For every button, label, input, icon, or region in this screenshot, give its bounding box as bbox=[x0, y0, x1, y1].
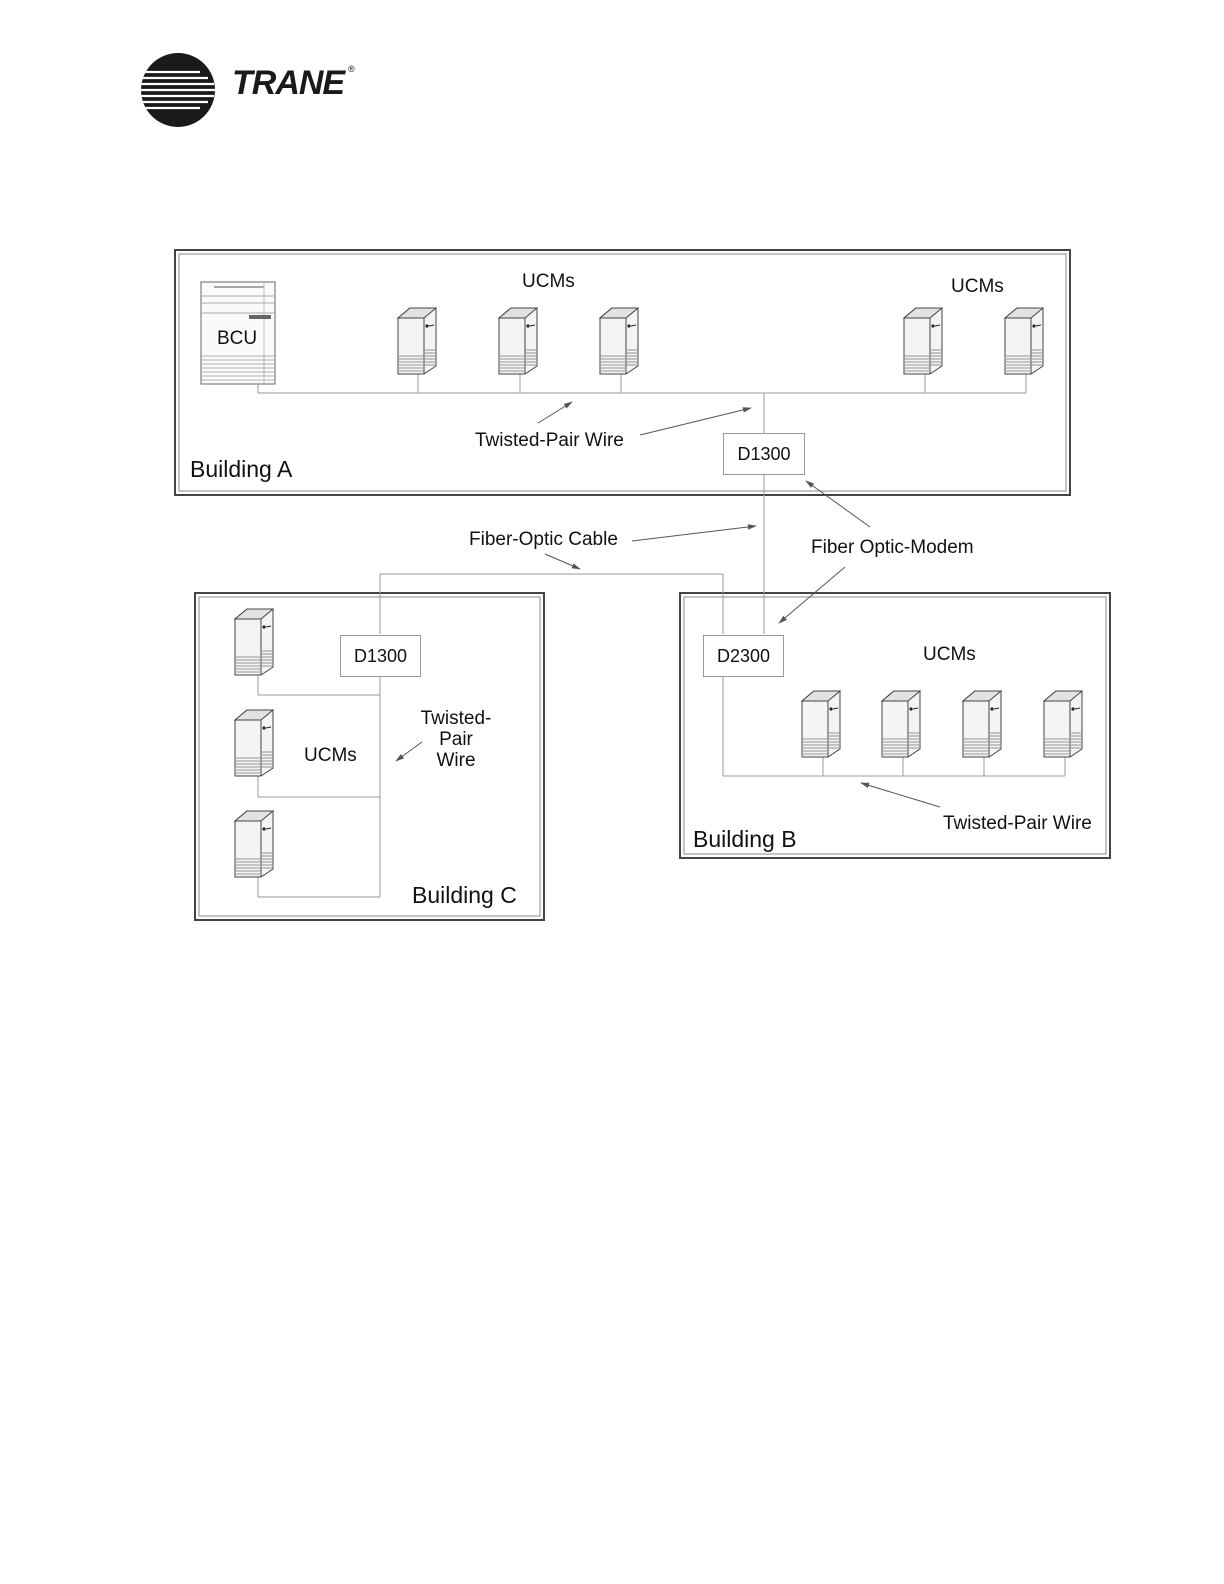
ucm-device bbox=[963, 691, 1001, 757]
ucm-device bbox=[1044, 691, 1082, 757]
fiber-optic-cable-lines bbox=[380, 474, 764, 634]
building-b-label: Building B bbox=[693, 826, 797, 852]
ucms-label: UCMs bbox=[304, 745, 357, 766]
ucm-device bbox=[600, 308, 638, 374]
twisted-pair-line-3: Wire bbox=[436, 750, 476, 771]
ucm-device bbox=[882, 691, 920, 757]
d1300-modem-building-c: D1300 bbox=[340, 635, 421, 677]
ucm-device bbox=[398, 308, 436, 374]
d2300-modem-building-b: D2300 bbox=[703, 635, 784, 677]
wiring-building-c bbox=[258, 672, 380, 897]
twisted-pair-wire-label: Twisted-Pair Wire bbox=[475, 430, 624, 451]
ucm-device bbox=[1005, 308, 1043, 374]
building-c-label: Building C bbox=[412, 882, 517, 908]
wiring-building-a bbox=[258, 372, 1026, 433]
registered-mark: ® bbox=[348, 64, 355, 74]
building-a-label: Building A bbox=[190, 456, 293, 482]
twisted-pair-line-1: Twisted- bbox=[420, 708, 492, 729]
trane-wordmark: TRANE bbox=[232, 64, 345, 102]
ucm-device bbox=[499, 308, 537, 374]
d1300-modem-building-a: D1300 bbox=[723, 433, 805, 475]
ucms-label: UCMs bbox=[951, 276, 1004, 297]
ucms-label: UCMs bbox=[923, 644, 976, 665]
ucm-device bbox=[802, 691, 840, 757]
fiber-optic-cable-label: Fiber-Optic Cable bbox=[469, 529, 618, 550]
fiber-optic-modem-label: Fiber Optic-Modem bbox=[811, 537, 974, 558]
ucm-device bbox=[235, 710, 273, 776]
twisted-pair-wire-label: Twisted-Pair Wire bbox=[943, 813, 1092, 834]
ucm-device bbox=[235, 811, 273, 877]
twisted-pair-wire-label bbox=[418, 708, 494, 771]
twisted-pair-line-2: Pair bbox=[439, 729, 473, 750]
ucms-label: UCMs bbox=[522, 271, 575, 292]
bcu-label: BCU bbox=[217, 328, 258, 349]
ucm-device bbox=[904, 308, 942, 374]
ucm-device bbox=[235, 609, 273, 675]
